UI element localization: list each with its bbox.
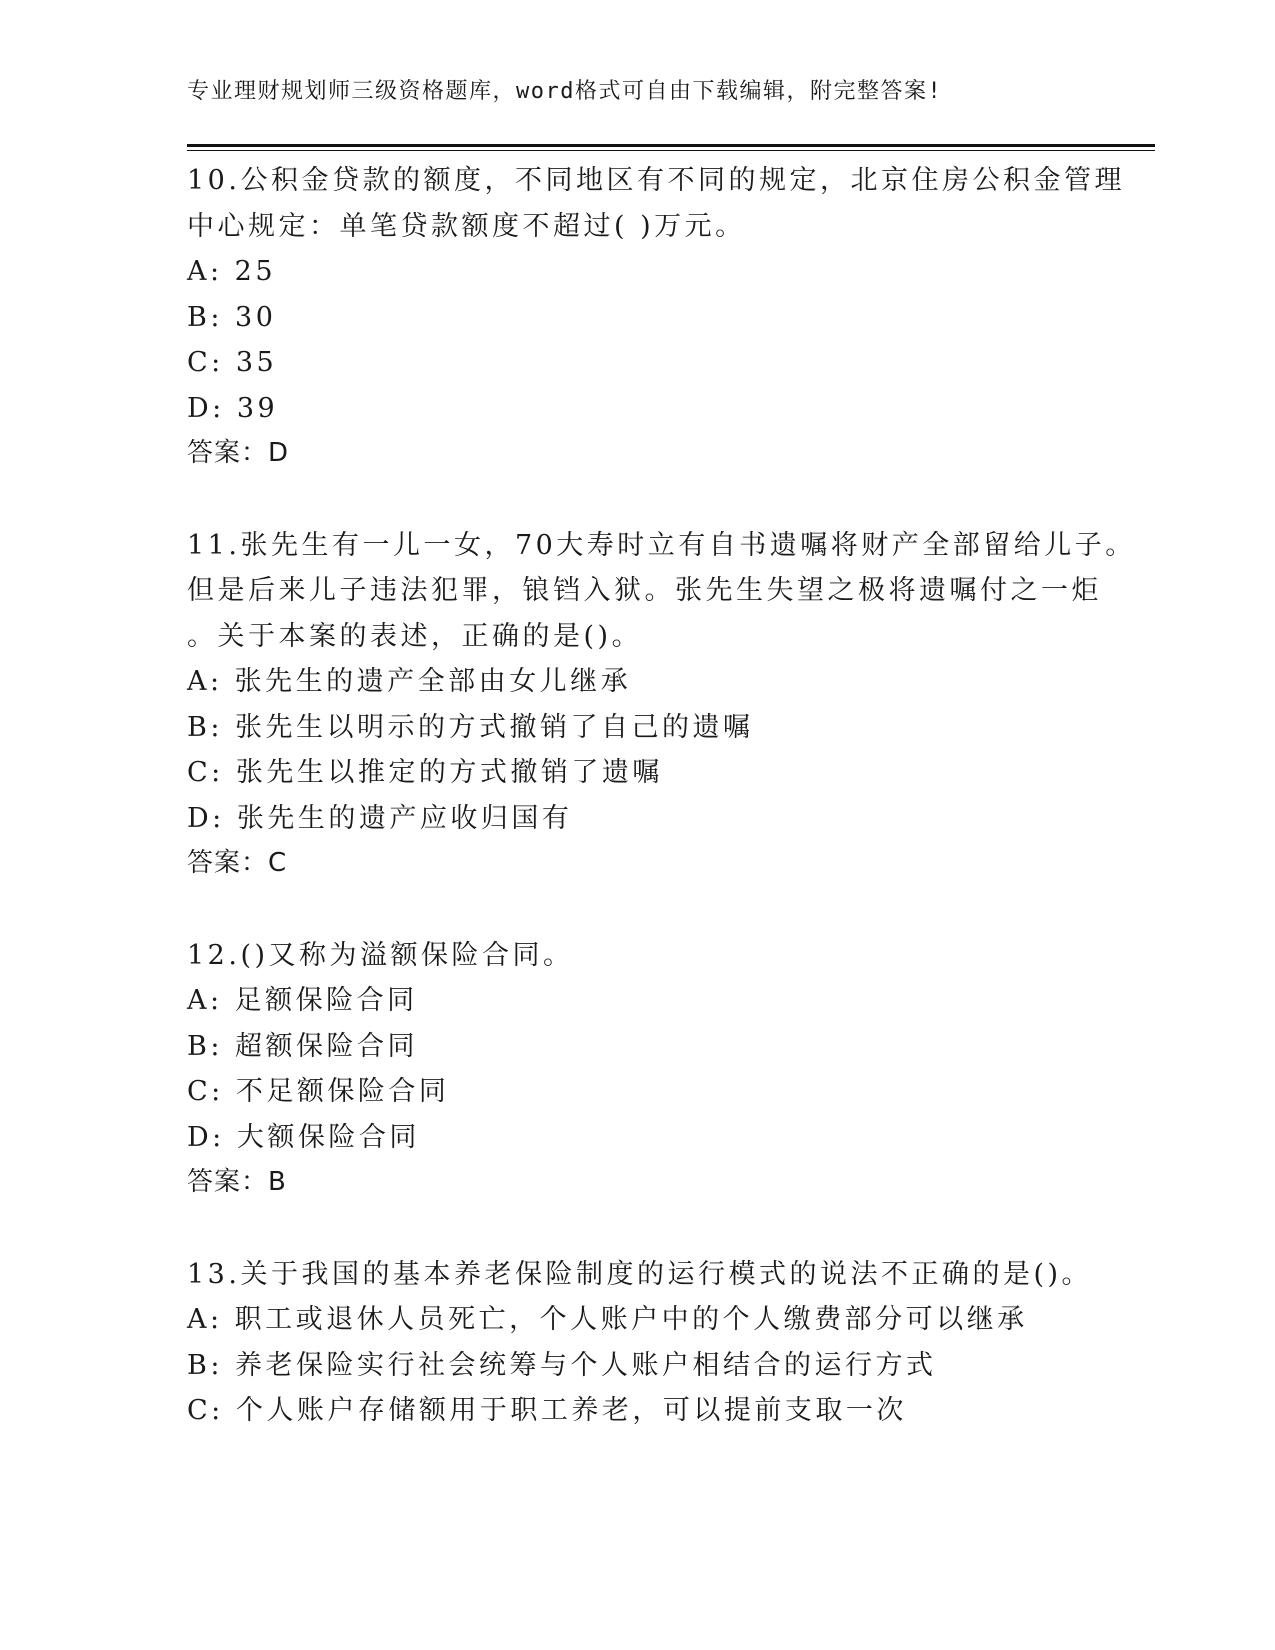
option-b: B: 30: [187, 301, 277, 333]
option-d: D: 张先生的遗产应收归国有: [187, 802, 573, 834]
header-rule-thick: [187, 144, 1155, 147]
option-a: A: 25: [187, 256, 277, 287]
answer-label: 答案：B: [187, 1167, 287, 1197]
question-stem-line: 。关于本案的表述，正确的是()。: [187, 620, 643, 652]
option-a: A: 足额保险合同: [187, 985, 418, 1016]
option-c: C: 35: [187, 347, 278, 378]
option-b: B: 张先生以明示的方式撤销了自己的遗嘱: [187, 711, 754, 743]
question-13: [187, 1252, 1093, 1434]
question-12: [187, 933, 1087, 1206]
question-stem-line: 10.公积金贷款的额度，不同地区有不同的规定，北京住房公积金管理: [187, 165, 1125, 196]
answer-label: 答案：C: [187, 848, 288, 878]
question-stem-line: 13.关于我国的基本养老保险制度的运行模式的说法不正确的是()。: [187, 1258, 1093, 1290]
question-11: [187, 523, 1136, 887]
question-stem-line: 但是后来儿子违法犯罪，锒铛入狱。张先生失望之极将遗嘱付之一炬: [187, 575, 1102, 606]
option-c: C: 不足额保险合同: [187, 1076, 450, 1107]
option-c: C: 张先生以推定的方式撤销了遗嘱: [187, 757, 663, 788]
page-header-title: 专业理财规划师三级资格题库，word格式可自由下载编辑，附完整答案!: [187, 79, 943, 104]
question-stem-line: 中心规定：单笔贷款额度不超过( )万元。: [187, 210, 746, 242]
option-d: D: 大额保险合同: [187, 1121, 420, 1153]
option-a: A: 张先生的遗产全部由女儿继承: [187, 666, 632, 697]
question-10: [187, 158, 1125, 477]
option-d: D: 39: [187, 392, 279, 424]
option-c: C: 个人账户存储额用于职工养老，可以提前支取一次: [187, 1395, 907, 1426]
header-rule-thin: [187, 150, 1155, 151]
option-b: B: 超额保险合同: [187, 1030, 419, 1062]
question-list: [187, 158, 1136, 1480]
answer-label: 答案：D: [187, 438, 290, 468]
option-a: A: 职工或退休人员死亡，个人账户中的个人缴费部分可以继承: [187, 1304, 1028, 1335]
option-b: B: 养老保险实行社会统筹与个人账户相结合的运行方式: [187, 1349, 937, 1381]
question-stem-line: 12.()又称为溢额保险合同。: [187, 939, 574, 971]
question-stem-line: 11.张先生有一儿一女，70大寿时立有自书遗嘱将财产全部留给儿子。: [187, 529, 1136, 561]
